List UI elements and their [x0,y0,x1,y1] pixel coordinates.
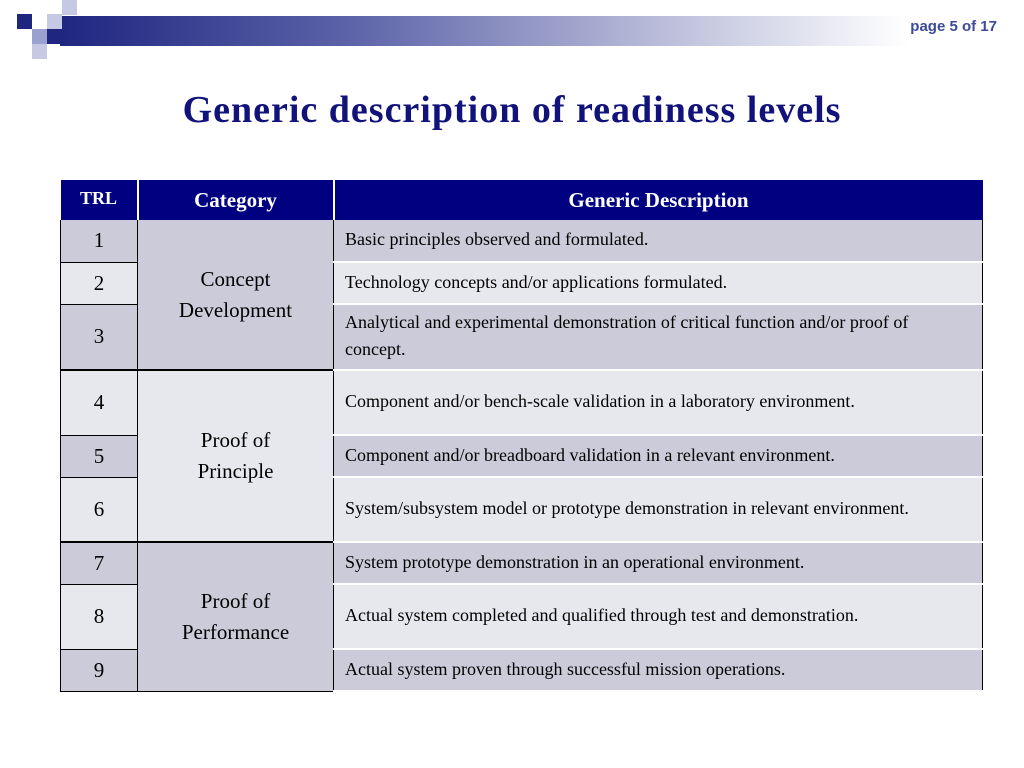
slide-title: Generic description of readiness levels [182,89,842,131]
description-cell: Actual system completed and qualified through test and demonstration. [334,584,983,649]
description-cell: System prototype demonstration in an operational environment. [334,542,983,584]
category-label: Proof of [200,428,271,452]
category-label: Development [178,297,293,322]
description-cell: System/subsystem model or prototype demonstration in relevant environment. [334,477,983,542]
category-label: Performance [181,619,290,644]
trl-cell: 5 [61,435,138,477]
trl-cell: 9 [61,649,138,691]
description-cell: Actual system proven through successful mission operations. [334,649,983,691]
category-cell [138,542,334,691]
header-gradient-bar [60,16,1024,46]
description-cell: Technology concepts and/or applications formulated. [334,262,983,304]
decor-square [62,0,77,15]
header-description: Generic Description [334,180,983,220]
description-cell: Component and/or bench-scale validation in a laboratory environment. [334,370,983,435]
table-row [61,542,983,584]
page-number: page 5 of 17 [910,18,997,35]
table-row [61,370,983,435]
category-label: Concept [200,266,271,291]
trl-cell: 7 [61,542,138,584]
trl-cell: 4 [61,370,138,435]
description-cell: Component and/or breadboard validation in a relevant environment. [334,435,983,477]
trl-cell: 8 [61,584,138,649]
header-trl: TRL [61,180,138,220]
description-cell: Analytical and experimental demonstration of critical function and/or proof of concept. [334,304,983,370]
decor-square [47,14,62,29]
table-row [61,220,983,262]
category-cell [138,370,334,542]
category-cell [138,220,334,370]
trl-cell: 1 [61,220,138,262]
decor-square [32,29,47,44]
category-label: Proof of [200,588,271,613]
trl-cell: 2 [61,262,138,304]
decor-square [47,29,62,44]
trl-table [60,180,983,692]
trl-cell: 3 [61,304,138,370]
decor-square [17,14,32,29]
category-label: Principle [197,459,274,483]
table-header-row [61,180,983,220]
header-category: Category [138,180,334,220]
trl-cell: 6 [61,477,138,542]
description-cell: Basic principles observed and formulated. [334,220,983,262]
decor-square [32,44,47,59]
